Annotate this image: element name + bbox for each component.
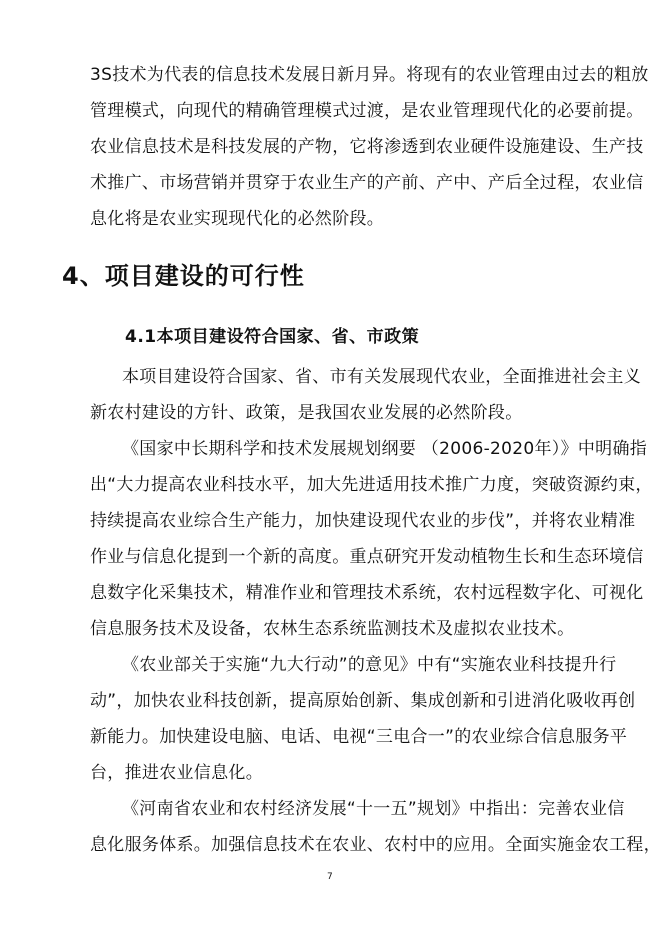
paragraph-line: 信息服务技术及设备，农林生态系统监测技术及虚拟农业技术。 bbox=[90, 619, 575, 639]
paragraph-line: 息化将是农业实现现代化的必然阶段。 bbox=[90, 209, 385, 229]
paragraph-line: 出“大力提高农业科技水平，加大先进适用技术推广力度，突破资源约束， bbox=[90, 475, 653, 495]
paragraph-line: 农业信息技术是科技发展的产物，它将渗透到农业硬件设施建设、生产技 bbox=[90, 137, 644, 157]
paragraph-line: 作业与信息化提到一个新的高度。重点研究开发动植物生长和生态环境信 bbox=[90, 547, 644, 567]
paragraph-line: 持续提高农业综合生产能力，加快建设现代农业的步伐”，并将农业精准 bbox=[90, 511, 636, 531]
paragraph-line: 《河南省农业和农村经济发展“十一五”规划》中指出：完善农业信 bbox=[122, 799, 625, 819]
paragraph-line: 术推广、市场营销并贯穿于农业生产的产前、产中、产后全过程，农业信 bbox=[90, 173, 644, 193]
paragraph-line: 3S技术为代表的信息技术发展日新月异。将现有的农业管理由过去的粗放 bbox=[90, 65, 649, 85]
paragraph-line: 《国家中长期科学和技术发展规划纲要 （2006-2020年）》中明确指 bbox=[122, 439, 648, 459]
paragraph-line: 动”，加快农业科技创新，提高原始创新、集成创新和引进消化吸收再创 bbox=[90, 691, 636, 711]
paragraph-line: 新能力。加快建设电脑、电话、电视“三电合一”的农业综合信息服务平 bbox=[90, 727, 628, 747]
subsection-heading: 4.1本项目建设符合国家、省、市政策 bbox=[125, 327, 420, 347]
paragraph-line: 息化服务体系。加强信息技术在农业、农村中的应用。全面实施金农工程， bbox=[90, 835, 661, 855]
paragraph-line: 本项目建设符合国家、省、市有关发展现代农业，全面推进社会主义 bbox=[122, 367, 641, 387]
page-number: 7 bbox=[327, 872, 333, 882]
paragraph-line: 管理模式，向现代的精确管理模式过渡，是农业管理现代化的必要前提。 bbox=[90, 101, 644, 121]
paragraph-line: 《农业部关于实施“九大行动”的意见》中有“实施农业科技提升行 bbox=[122, 655, 617, 675]
paragraph-line: 新农村建设的方针、政策，是我国农业发展的必然阶段。 bbox=[90, 403, 523, 423]
paragraph-line: 息数字化采集技术，精准作业和管理技术系统，农村远程数字化、可视化 bbox=[90, 583, 644, 603]
paragraph-line: 台，推进农业信息化。 bbox=[90, 763, 263, 783]
section-heading: 4、项目建设的可行性 bbox=[62, 262, 305, 290]
